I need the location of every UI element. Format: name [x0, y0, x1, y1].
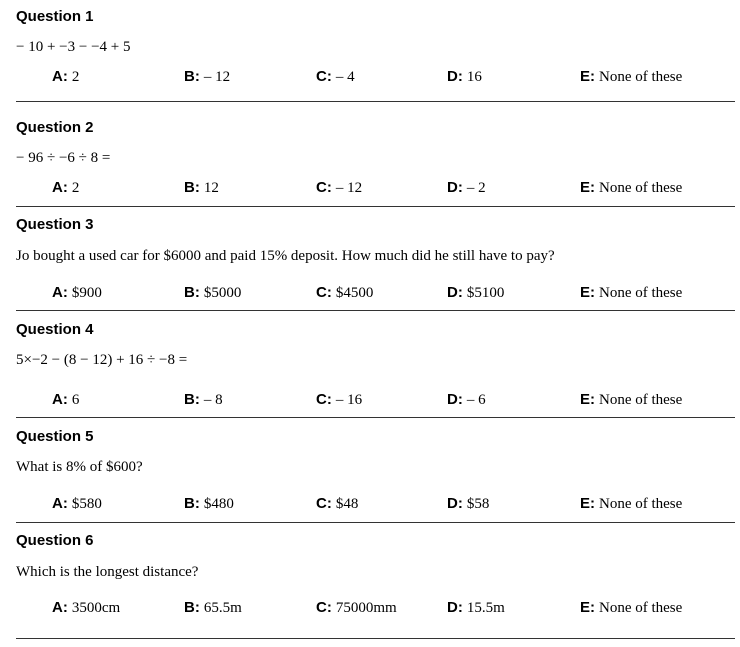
question-2-title: Question 2 [16, 119, 94, 136]
option-a-value: $580 [71, 496, 102, 512]
option-b-key: B: [184, 599, 200, 616]
question-4-option-d[interactable] [447, 391, 486, 409]
question-5-option-b[interactable] [184, 495, 234, 513]
option-c-value: – 4 [335, 69, 355, 85]
question-5-option-d[interactable] [447, 495, 489, 513]
question-6-option-c[interactable] [316, 599, 397, 617]
question-4-option-b[interactable] [184, 391, 223, 409]
option-b-value: $480 [203, 496, 234, 512]
option-c-value: – 16 [335, 392, 363, 408]
question-3-text: Jo bought a used car for $6000 and paid 15% deposit. How much did he still have to pay? [16, 248, 555, 264]
question-3-option-a[interactable] [52, 284, 102, 302]
question-4-title: Question 4 [16, 321, 94, 338]
option-c-value: 75000mm [335, 600, 397, 616]
option-a-key: A: [52, 179, 68, 196]
question-1-option-c[interactable] [316, 68, 355, 86]
question-5-option-c[interactable] [316, 495, 358, 513]
option-a-key: A: [52, 391, 68, 408]
option-c-key: C: [316, 68, 332, 85]
option-b-value: – 8 [203, 392, 223, 408]
option-c-key: C: [316, 391, 332, 408]
option-b-key: B: [184, 68, 200, 85]
question-2-option-e[interactable] [580, 179, 682, 197]
option-d-value: $5100 [466, 285, 505, 301]
question-3-option-d[interactable] [447, 284, 504, 302]
question-1-option-a[interactable] [52, 68, 79, 86]
option-a-value: 2 [71, 180, 80, 196]
option-b-value: – 12 [203, 69, 231, 85]
question-2-option-c[interactable] [316, 179, 362, 197]
option-c-key: C: [316, 495, 332, 512]
divider [16, 310, 735, 311]
option-d-key: D: [447, 599, 463, 616]
divider [16, 206, 735, 207]
option-a-key: A: [52, 599, 68, 616]
question-2-option-d[interactable] [447, 179, 486, 197]
divider [16, 522, 735, 523]
question-5-title: Question 5 [16, 428, 94, 445]
question-2-options [0, 179, 740, 197]
question-1-option-d[interactable] [447, 68, 482, 86]
option-e-key: E: [580, 68, 595, 85]
question-1-option-e[interactable] [580, 68, 682, 86]
question-5-option-e[interactable] [580, 495, 682, 513]
question-3-option-e[interactable] [580, 284, 682, 302]
option-b-key: B: [184, 495, 200, 512]
question-6-option-b[interactable] [184, 599, 242, 617]
question-1-option-b[interactable] [184, 68, 230, 86]
option-a-value: 6 [71, 392, 80, 408]
option-c-key: C: [316, 284, 332, 301]
option-d-key: D: [447, 68, 463, 85]
question-1-options [0, 68, 740, 86]
question-5-options [0, 495, 740, 513]
question-1-text: − 10 + −3 − −4 + 5 [16, 39, 131, 55]
question-4-options [0, 391, 740, 409]
divider [16, 101, 735, 102]
option-a-value: 3500cm [71, 600, 121, 616]
question-3-title: Question 3 [16, 216, 94, 233]
divider [16, 417, 735, 418]
option-e-value: None of these [599, 392, 683, 408]
question-4-option-e[interactable] [580, 391, 682, 409]
option-c-value: $4500 [335, 285, 374, 301]
question-6-text: Which is the longest distance? [16, 564, 199, 580]
option-b-value: 65.5m [203, 600, 242, 616]
option-d-key: D: [447, 284, 463, 301]
option-b-key: B: [184, 391, 200, 408]
question-3-options [0, 284, 740, 302]
option-e-value: None of these [599, 496, 683, 512]
option-e-key: E: [580, 495, 595, 512]
question-4-text: 5×−2 − (8 − 12) + 16 ÷ −8 = [16, 352, 188, 368]
question-6-title: Question 6 [16, 532, 94, 549]
question-1-title: Question 1 [16, 8, 94, 25]
question-6-option-a[interactable] [52, 599, 120, 617]
question-3-option-c[interactable] [316, 284, 373, 302]
option-b-key: B: [184, 284, 200, 301]
option-e-key: E: [580, 284, 595, 301]
option-d-value: 16 [466, 69, 482, 85]
question-6-option-d[interactable] [447, 599, 505, 617]
option-d-value: $58 [466, 496, 490, 512]
option-e-value: None of these [599, 180, 683, 196]
option-c-value: $48 [335, 496, 359, 512]
option-b-key: B: [184, 179, 200, 196]
question-3-option-b[interactable] [184, 284, 241, 302]
option-b-value: $5000 [203, 285, 242, 301]
option-d-key: D: [447, 495, 463, 512]
option-d-key: D: [447, 391, 463, 408]
option-c-key: C: [316, 599, 332, 616]
option-e-key: E: [580, 599, 595, 616]
question-2-option-a[interactable] [52, 179, 79, 197]
question-2-option-b[interactable] [184, 179, 219, 197]
option-e-key: E: [580, 391, 595, 408]
option-d-value: – 2 [466, 180, 486, 196]
divider [16, 638, 735, 639]
option-b-value: 12 [203, 180, 219, 196]
question-6-options [0, 599, 740, 617]
option-c-value: – 12 [335, 180, 363, 196]
option-c-key: C: [316, 179, 332, 196]
option-d-key: D: [447, 179, 463, 196]
option-d-value: – 6 [466, 392, 486, 408]
option-e-value: None of these [599, 285, 683, 301]
question-6-option-e[interactable] [580, 599, 682, 617]
option-d-value: 15.5m [466, 600, 505, 616]
option-a-key: A: [52, 68, 68, 85]
option-e-key: E: [580, 179, 595, 196]
question-4-option-c[interactable] [316, 391, 362, 409]
option-a-key: A: [52, 495, 68, 512]
option-e-value: None of these [599, 600, 683, 616]
option-a-value: 2 [71, 69, 80, 85]
option-e-value: None of these [599, 69, 683, 85]
option-a-key: A: [52, 284, 68, 301]
option-a-value: $900 [71, 285, 102, 301]
question-2-text: − 96 ÷ −6 ÷ 8 = [16, 150, 111, 166]
question-4-option-a[interactable] [52, 391, 79, 409]
question-5-text: What is 8% of $600? [16, 459, 143, 475]
question-5-option-a[interactable] [52, 495, 102, 513]
